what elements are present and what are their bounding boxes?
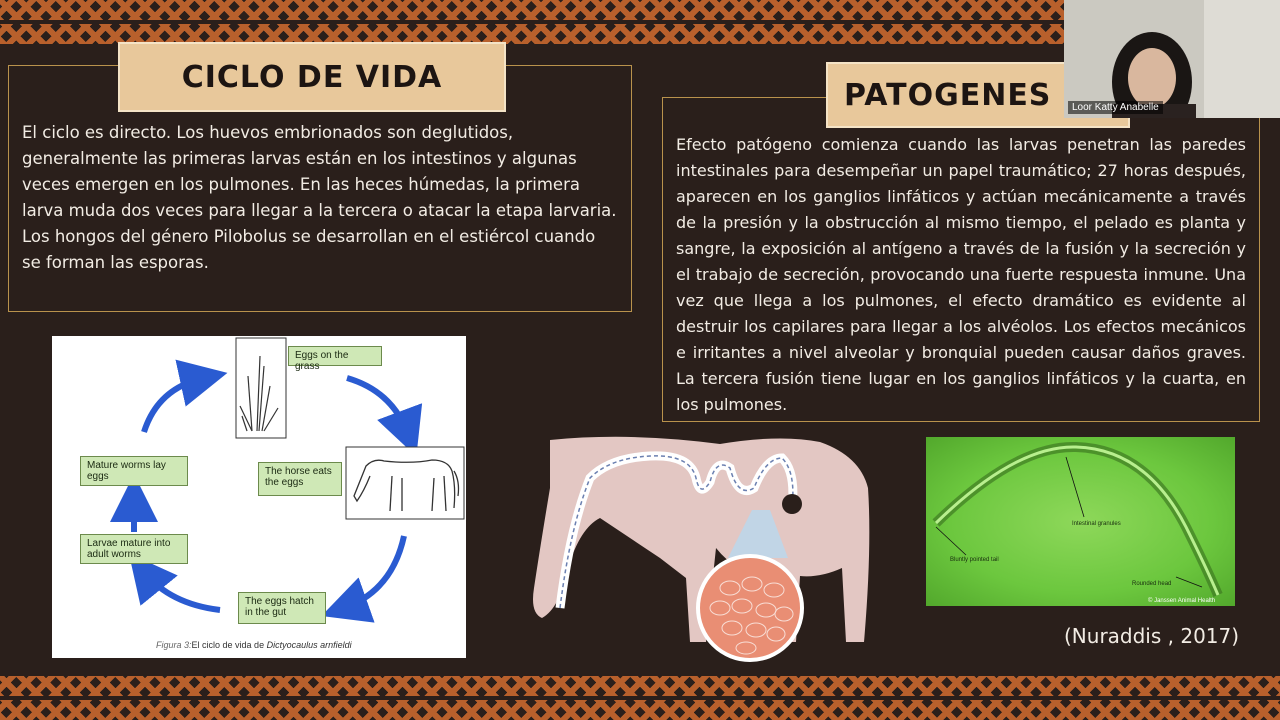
- life-cycle-figure: [52, 336, 466, 658]
- arrow-left-top: [144, 378, 204, 432]
- arrow-top-right: [347, 378, 408, 434]
- caption-species: Dictyocaulus arnfieldi: [266, 640, 352, 650]
- step-mature-worms-label: Mature worms lay eggs: [87, 460, 166, 482]
- label-tail: Bluntly pointed tail: [950, 557, 999, 563]
- citation: (Nuraddis , 2017): [1064, 624, 1240, 648]
- life-cycle-text: El ciclo es directo. Los huevos embrionados son deglutidos, generalmente las primeras larvas están en los intestinos y algunas veces emergen en los pulmones. En las heces húmedas, la primera larva muda dos veces para llegar a la tercera o atacar la etapa larvaria. Los hongos del género Pilobolus se desarrollan en el estiércol cuando se forman las esporas.: [22, 123, 617, 272]
- pathogenesis-title-text: PATOGENES: [844, 77, 1052, 113]
- step-eggs-on-grass-label: Eggs on the grass: [295, 350, 349, 372]
- caption-text: El ciclo de vida de: [191, 640, 267, 650]
- step-horse-eats: [258, 462, 342, 496]
- step-larvae-mature-label: Larvae mature into adult worms: [87, 538, 171, 560]
- lung-spot-icon: [782, 494, 802, 514]
- bottom-decorative-border: [0, 676, 1280, 720]
- larva-microscope-image: [926, 437, 1235, 606]
- step-mature-worms: [80, 456, 188, 486]
- webcam-participant-name: Loor Katty Anabelle: [1068, 101, 1163, 114]
- step-eggs-hatch: [238, 592, 326, 624]
- arrow-bottom-left: [144, 572, 220, 610]
- micro-credit: © Janssen Animal Health: [1148, 598, 1216, 604]
- alveoli-zoom-icon: [698, 556, 802, 660]
- horse-anatomy-illustration: [520, 428, 880, 668]
- pathogenesis-text: Efecto patógeno comienza cuando las larvas penetran las paredes intestinales para desempeñar un papel traumático; 27 horas después, aparecen en los ganglios linfáticos y actúan mecánicamente a través de la presión y la obstrucción al mismo tiempo, el pelado es planta y sangre, la exposición al antígeno a través de la fusión y la secreción y el trabajo de secreción, provocando una fuerte respuesta inmune. Una vez que llega a los pulmones, el efecto dramático es evidente al destruir los capilares para llegar a los alvéolos. Los efectos mecánicos e irritantes a nivel alveolar y bronquial pueden causar daños graves. La tercera fusión tiene lugar en los ganglios linfáticos y la cuarta, en los pulmones.: [676, 135, 1246, 414]
- step-eggs-on-grass: [288, 346, 382, 372]
- arrow-right-bottom: [344, 536, 404, 608]
- step-larvae-mature: [80, 534, 188, 564]
- step-horse-eats-label: The horse eats the eggs: [265, 466, 332, 488]
- life-cycle-title-text: CICLO DE VIDA: [181, 59, 443, 95]
- figure-caption: [156, 640, 352, 650]
- life-cycle-title: [118, 42, 506, 112]
- step-eggs-hatch-label: The eggs hatch in the gut: [245, 596, 314, 618]
- webcam-video-tile[interactable]: [1064, 0, 1280, 118]
- label-head: Rounded head: [1132, 581, 1172, 587]
- caption-prefix: Figura 3:: [156, 640, 192, 650]
- label-granules: Intestinal granules: [1072, 521, 1121, 527]
